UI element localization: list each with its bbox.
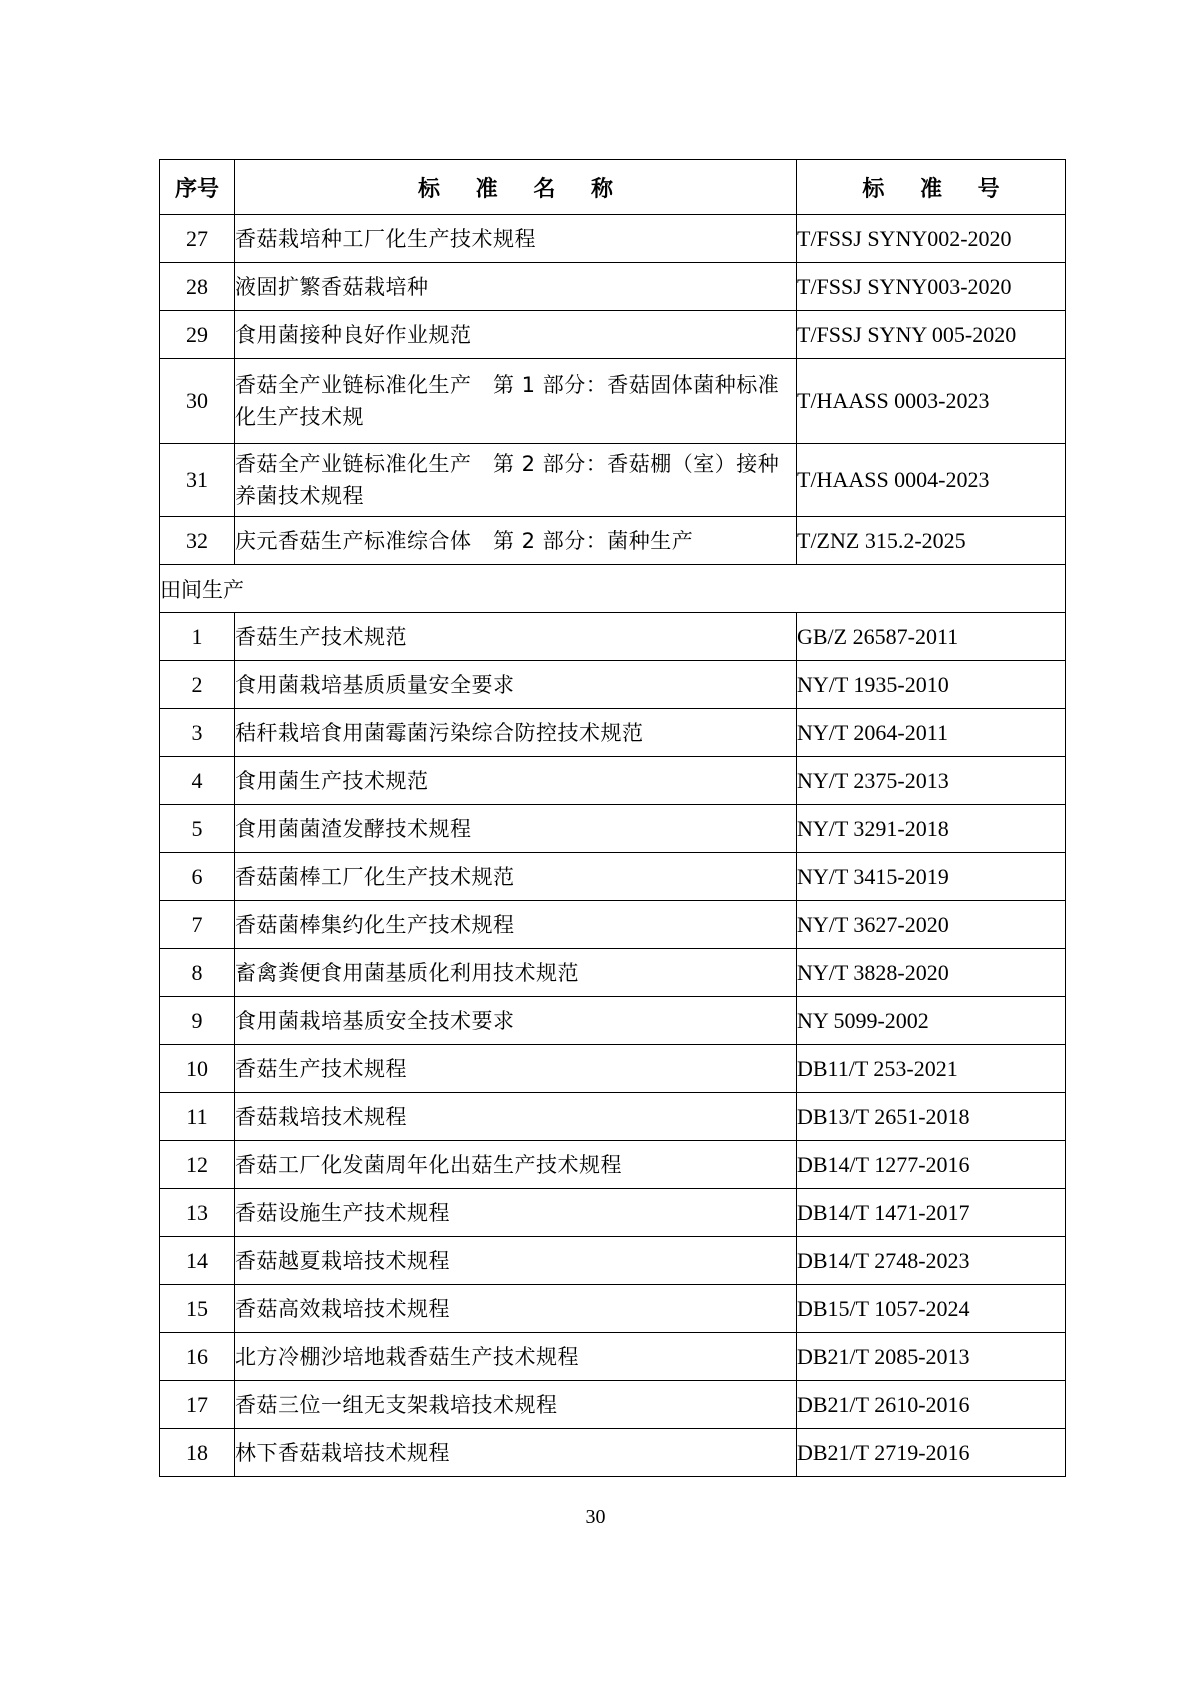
row-standard-name: 北方冷棚沙培地栽香菇生产技术规程 xyxy=(235,1333,797,1381)
row-standard-code: DB14/T 1471-2017 xyxy=(797,1189,1066,1237)
row-number: 31 xyxy=(160,444,235,517)
row-number: 16 xyxy=(160,1333,235,1381)
row-standard-name: 香菇生产技术规程 xyxy=(235,1045,797,1093)
table-row xyxy=(160,1285,1066,1333)
row-standard-code: T/HAASS 0003-2023 xyxy=(797,359,1066,444)
row-standard-code: NY/T 3627-2020 xyxy=(797,901,1066,949)
row-standard-name: 香菇高效栽培技术规程 xyxy=(235,1285,797,1333)
row-standard-name: 食用菌栽培基质质量安全要求 xyxy=(235,661,797,709)
field-production-rows xyxy=(160,613,1066,1477)
table-row xyxy=(160,853,1066,901)
row-standard-name: 秸秆栽培食用菌霉菌污染综合防控技术规范 xyxy=(235,709,797,757)
row-number: 30 xyxy=(160,359,235,444)
table-row xyxy=(160,263,1066,311)
row-standard-name: 食用菌接种良好作业规范 xyxy=(235,311,797,359)
row-standard-name: 香菇全产业链标准化生产 第 1 部分：香菇固体菌种标准化生产技术规 xyxy=(235,359,797,444)
row-standard-code: DB21/T 2610-2016 xyxy=(797,1381,1066,1429)
row-number: 10 xyxy=(160,1045,235,1093)
row-standard-code: T/FSSJ SYNY 005-2020 xyxy=(797,311,1066,359)
table-row xyxy=(160,997,1066,1045)
table-row xyxy=(160,1429,1066,1477)
row-standard-name: 液固扩繁香菇栽培种 xyxy=(235,263,797,311)
standards-table xyxy=(159,159,1066,1477)
row-standard-code: DB11/T 253-2021 xyxy=(797,1045,1066,1093)
row-standard-name: 香菇全产业链标准化生产 第 2 部分：香菇棚（室）接种养菌技术规程 xyxy=(235,444,797,517)
row-number: 9 xyxy=(160,997,235,1045)
row-number: 4 xyxy=(160,757,235,805)
row-standard-code: NY/T 1935-2010 xyxy=(797,661,1066,709)
row-standard-name: 食用菌栽培基质安全技术要求 xyxy=(235,997,797,1045)
row-standard-code: DB13/T 2651-2018 xyxy=(797,1093,1066,1141)
table-row xyxy=(160,359,1066,444)
row-number: 27 xyxy=(160,215,235,263)
header-standard-code: 标 准 号 xyxy=(797,160,1066,215)
row-standard-name: 畜禽粪便食用菌基质化利用技术规范 xyxy=(235,949,797,997)
row-standard-name: 香菇菌棒集约化生产技术规程 xyxy=(235,901,797,949)
row-standard-name: 香菇三位一组无支架栽培技术规程 xyxy=(235,1381,797,1429)
row-standard-name: 食用菌菌渣发酵技术规程 xyxy=(235,805,797,853)
row-standard-code: DB14/T 1277-2016 xyxy=(797,1141,1066,1189)
row-number: 28 xyxy=(160,263,235,311)
section-label-field-production: 田间生产 xyxy=(160,565,1066,613)
header-standard-name: 标 准 名 称 xyxy=(235,160,797,215)
header-serial-number: 序号 xyxy=(160,160,235,215)
row-standard-code: GB/Z 26587-2011 xyxy=(797,613,1066,661)
row-number: 18 xyxy=(160,1429,235,1477)
table-row xyxy=(160,444,1066,517)
row-number: 12 xyxy=(160,1141,235,1189)
row-standard-name: 食用菌生产技术规范 xyxy=(235,757,797,805)
row-standard-name: 香菇越夏栽培技术规程 xyxy=(235,1237,797,1285)
table-row xyxy=(160,311,1066,359)
row-standard-code: DB14/T 2748-2023 xyxy=(797,1237,1066,1285)
row-standard-code: T/FSSJ SYNY003-2020 xyxy=(797,263,1066,311)
row-standard-name: 香菇工厂化发菌周年化出菇生产技术规程 xyxy=(235,1141,797,1189)
row-number: 2 xyxy=(160,661,235,709)
row-standard-name: 林下香菇栽培技术规程 xyxy=(235,1429,797,1477)
table-header-row xyxy=(160,160,1066,215)
row-standard-code: T/FSSJ SYNY002-2020 xyxy=(797,215,1066,263)
table-row xyxy=(160,517,1066,565)
table-row xyxy=(160,1093,1066,1141)
row-number: 17 xyxy=(160,1381,235,1429)
row-standard-code: DB15/T 1057-2024 xyxy=(797,1285,1066,1333)
row-standard-name: 香菇生产技术规范 xyxy=(235,613,797,661)
table-row xyxy=(160,1141,1066,1189)
row-number: 6 xyxy=(160,853,235,901)
section-row xyxy=(160,565,1066,613)
table-row xyxy=(160,949,1066,997)
row-number: 5 xyxy=(160,805,235,853)
page-number: 30 xyxy=(585,1506,606,1528)
row-number: 15 xyxy=(160,1285,235,1333)
row-standard-code: NY/T 3291-2018 xyxy=(797,805,1066,853)
row-number: 7 xyxy=(160,901,235,949)
row-number: 8 xyxy=(160,949,235,997)
table-row xyxy=(160,709,1066,757)
table-row xyxy=(160,901,1066,949)
table-row xyxy=(160,661,1066,709)
table-row xyxy=(160,613,1066,661)
table-row xyxy=(160,757,1066,805)
row-standard-code: NY/T 3828-2020 xyxy=(797,949,1066,997)
row-standard-name: 香菇设施生产技术规程 xyxy=(235,1189,797,1237)
row-standard-name: 庆元香菇生产标准综合体 第 2 部分：菌种生产 xyxy=(235,517,797,565)
table-row xyxy=(160,1189,1066,1237)
table-row xyxy=(160,1045,1066,1093)
table-row xyxy=(160,1333,1066,1381)
row-standard-code: T/ZNZ 315.2-2025 xyxy=(797,517,1066,565)
row-standard-name: 香菇栽培技术规程 xyxy=(235,1093,797,1141)
row-standard-code: NY/T 2375-2013 xyxy=(797,757,1066,805)
row-number: 11 xyxy=(160,1093,235,1141)
table-row xyxy=(160,215,1066,263)
row-number: 3 xyxy=(160,709,235,757)
row-standard-name: 香菇栽培种工厂化生产技术规程 xyxy=(235,215,797,263)
row-standard-code: DB21/T 2085-2013 xyxy=(797,1333,1066,1381)
row-standard-code: NY/T 3415-2019 xyxy=(797,853,1066,901)
row-standard-code: T/HAASS 0004-2023 xyxy=(797,444,1066,517)
row-number: 13 xyxy=(160,1189,235,1237)
table-row xyxy=(160,1381,1066,1429)
row-standard-code: DB21/T 2719-2016 xyxy=(797,1429,1066,1477)
row-number: 32 xyxy=(160,517,235,565)
row-standard-code: NY 5099-2002 xyxy=(797,997,1066,1045)
row-standard-name: 香菇菌棒工厂化生产技术规范 xyxy=(235,853,797,901)
table-row xyxy=(160,1237,1066,1285)
row-number: 29 xyxy=(160,311,235,359)
row-standard-code: NY/T 2064-2011 xyxy=(797,709,1066,757)
row-number: 1 xyxy=(160,613,235,661)
table-row xyxy=(160,805,1066,853)
row-number: 14 xyxy=(160,1237,235,1285)
